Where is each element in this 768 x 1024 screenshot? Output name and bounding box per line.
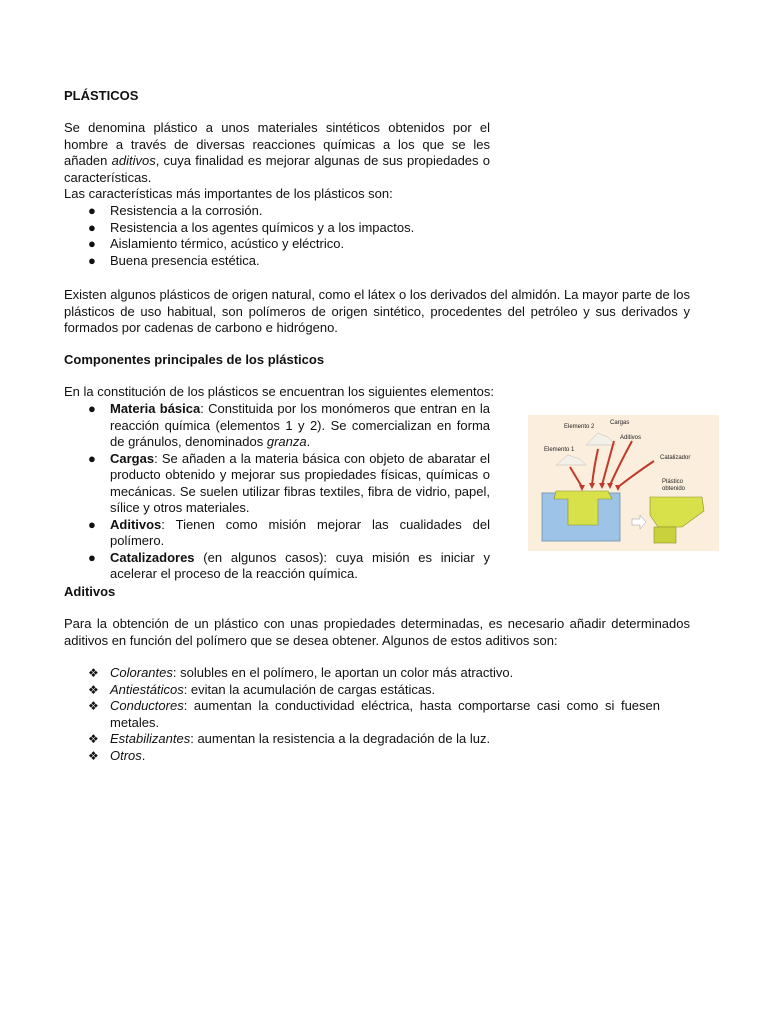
origin-paragraph: Existen algunos plásticos de origen natural, como el látex o los derivados del almidón. La mayor parte de los plásticos de uso habitual, son polímeros de origen sintético, procedentes del petróleo y sus derivados y formados por cadenas de carbono e hidrógeno. [64, 287, 690, 335]
characteristics-list [88, 203, 490, 269]
list-item: ❖ Colorantes: solubles en el polímero, le aportan un color más atractivo. [88, 665, 514, 680]
page-title: PLÁSTICOS [64, 88, 139, 103]
label-elemento1: Elemento 1 [544, 447, 575, 453]
aditivos-list [88, 665, 660, 764]
label-aditivos: Aditivos [620, 435, 642, 441]
label-cargas: Cargas [610, 420, 630, 426]
list-item: ● Cargas: Se añaden a la materia básica con objeto de abaratar el producto obtenido y mejorar sus propiedades físicas, químicas o mecánicas. Se suelen utilizar fibras textiles, fibra de vidrio, papel, sílice y otros materiales. [88, 450, 490, 515]
components-list [88, 401, 490, 583]
list-item: ● Catalizadores (en algunos casos): cuya misión es iniciar y acelerar el proceso de la reacción química. [88, 549, 490, 581]
diamond-bullet-icon: ❖ [88, 666, 99, 680]
list-item: ● Resistencia a la corrosión. [88, 203, 263, 218]
list-item: ● Buena presencia estética. [88, 252, 260, 268]
plastic-process-figure [528, 415, 719, 551]
characteristics-lead: Las características más importantes de los plásticos son: [64, 186, 393, 201]
intro-text: Se denomina plástico a unos materiales sintéticos obtenidos por el hombre a través de diversas reacciones químicas a los que se les añaden [64, 120, 490, 168]
plastic-process-diagram [528, 415, 719, 551]
label-catalizador: Catalizador [660, 455, 691, 461]
list-item: ❖ Otros. [88, 747, 146, 763]
bullet-icon: ● [88, 549, 96, 565]
intro-paragraph [64, 120, 490, 186]
bullet-icon: ● [88, 203, 96, 218]
bullet-icon: ● [88, 401, 96, 416]
diamond-bullet-icon: ❖ [88, 699, 99, 713]
list-item: ● Aislamiento térmico, acústico y eléctrico. [88, 236, 345, 251]
diamond-bullet-icon: ❖ [88, 732, 99, 746]
bullet-icon: ● [88, 219, 96, 235]
diamond-bullet-icon: ❖ [88, 748, 99, 763]
components-lead: En la constitución de los plásticos se encuentran los siguientes elementos: [64, 384, 494, 399]
bullet-icon: ● [88, 450, 96, 466]
list-item: ❖ Conductores: aumentan la conductividad eléctrica, hasta comportarse casi como si fuesen metales. [88, 698, 660, 730]
label-elemento2: Elemento 2 [564, 424, 595, 430]
aditivos-lead: Para la obtención de un plástico con unas propiedades determinadas, es necesario añadir determinados aditivos en función del polímero que se desea obtener. Algunos de estos aditivos son: [64, 616, 690, 648]
diamond-bullet-icon: ❖ [88, 682, 99, 697]
list-item: ● Resistencia a los agentes químicos y a los impactos. [88, 219, 415, 235]
bullet-icon: ● [88, 516, 96, 532]
bullet-icon: ● [88, 236, 96, 251]
aditivos-heading: Aditivos [64, 584, 116, 599]
label-obtenido: obtenido [662, 486, 686, 492]
bullet-icon: ● [88, 252, 96, 268]
list-item: ❖ Antiestáticos: evitan la acumulación de cargas estáticas. [88, 681, 436, 697]
intro-text-end: , cuya finalidad es mejorar algunas de sus propiedades o características. [64, 153, 490, 185]
list-item: ● Aditivos: Tienen como misión mejorar las cualidades del polímero. [88, 516, 490, 548]
intro-italic: aditivos [111, 153, 156, 168]
components-heading: Componentes principales de los plásticos [64, 352, 325, 367]
list-item: ❖ Estabilizantes: aumentan la resistencia a la degradación de la luz. [88, 731, 491, 746]
label-plastico: Plástico [662, 479, 684, 485]
list-item: ● Materia básica: Constituida por los monómeros que entran en la reacción química (elementos 1 y 2). Se comercializan en forma de gránulos, denominados granza. [88, 401, 490, 449]
